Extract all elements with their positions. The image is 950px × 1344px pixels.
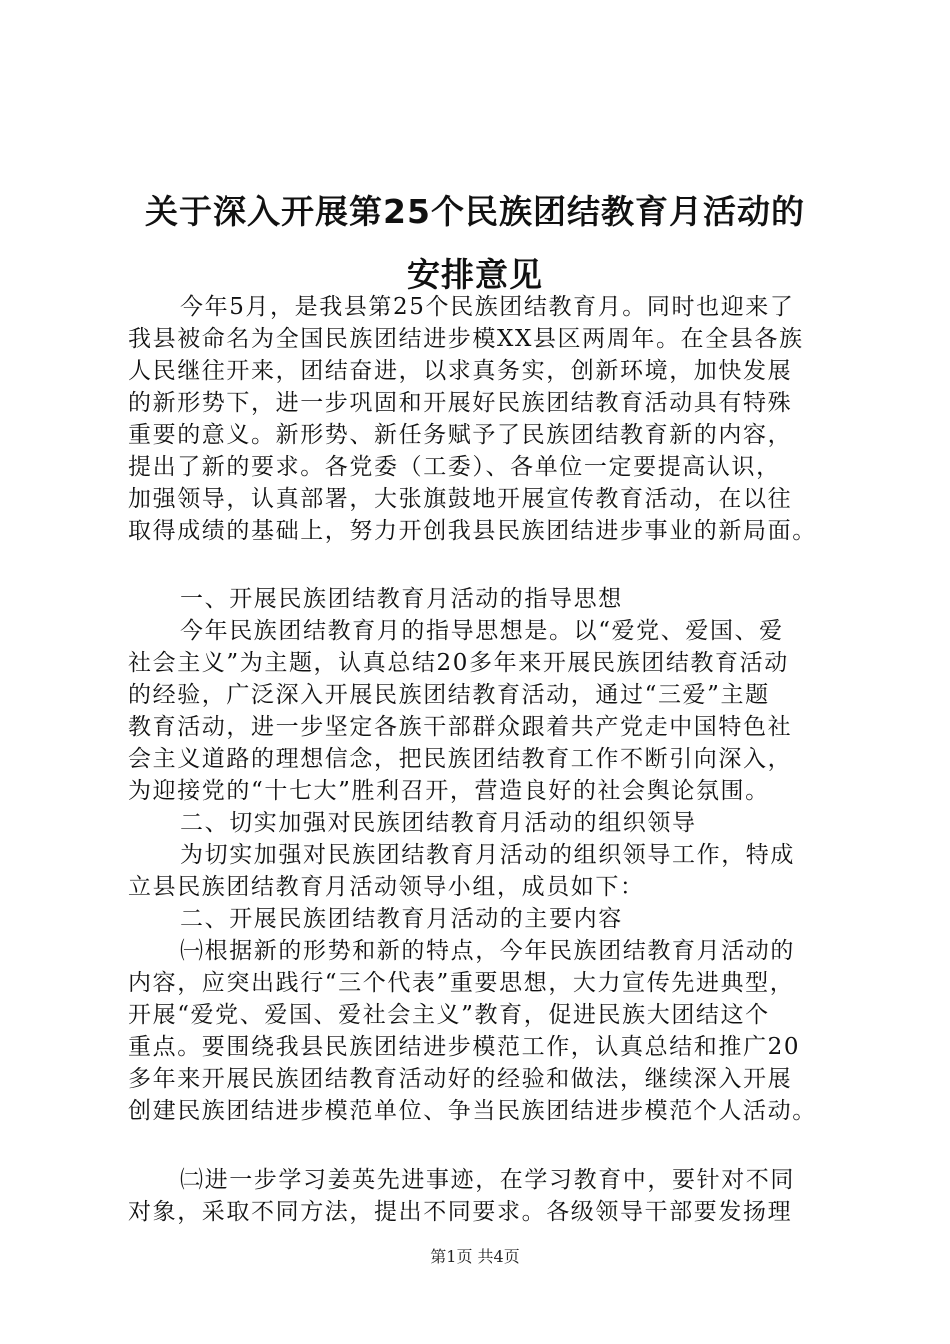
paragraph-line: 为迎接党的“十七大”胜利召开，营造良好的社会舆论氛围。 — [128, 778, 770, 804]
paragraph-line: 加强领导，认真部署，大张旗鼓地开展宣传教育活动，在以往 — [128, 486, 793, 512]
paragraph-line: 多年来开展民族团结教育活动好的经验和做法，继续深入开展 — [128, 1066, 793, 1092]
paragraph-line: 的新形势下，进一步巩固和开展好民族团结教育活动具有特殊 — [128, 390, 793, 416]
section-heading: 二、开展民族团结教育月活动的主要内容 — [180, 906, 623, 932]
paragraph-line: ㈡进一步学习姜英先进事迹，在学习教育中，要针对不同 — [180, 1167, 795, 1193]
paragraph-line: 教育活动，进一步坚定各族干部群众跟着共产党走中国特色社 — [128, 714, 793, 740]
paragraph-line: 重要的意义。新形势、新任务赋予了民族团结教育新的内容， — [128, 422, 793, 448]
paragraph-line: ㈠根据新的形势和新的特点，今年民族团结教育月活动的 — [180, 938, 795, 964]
paragraph-line: 立县民族团结教育月活动领导小组，成员如下： — [128, 874, 645, 900]
section-heading: 二、切实加强对民族团结教育月活动的组织领导 — [180, 810, 697, 836]
paragraph-line: 创建民族团结进步模范单位、争当民族团结进步模范个人活动。 — [128, 1098, 817, 1124]
paragraph-line: 取得成绩的基础上，努力开创我县民族团结进步事业的新局面。 — [128, 518, 817, 544]
section-heading: 一、开展民族团结教育月活动的指导思想 — [180, 586, 623, 612]
document-body — [128, 291, 850, 1228]
document-title-line-2: 安排意见 — [407, 255, 543, 294]
paragraph-line: 今年5月，是我县第25个民族团结教育月。同时也迎来了 — [180, 294, 795, 320]
paragraph-line: 人民继往开来，团结奋进，以求真务实，创新环境，加快发展 — [128, 358, 793, 384]
paragraph-gap — [128, 1127, 850, 1164]
paragraph-gap — [128, 547, 850, 583]
paragraph-line: 对象，采取不同方法，提出不同要求。各级领导干部要发扬理 — [128, 1199, 793, 1225]
paragraph-line: 为切实加强对民族团结教育月活动的组织领导工作，特成 — [180, 842, 795, 868]
paragraph-line: 会主义道路的理想信念，把民族团结教育工作不断引向深入， — [128, 746, 793, 772]
paragraph-line: 提出了新的要求。各党委（工委）、各单位一定要提高认识， — [128, 454, 781, 480]
paragraph-line: 开展“爱党、爱国、爱社会主义”教育，促进民族大团结这个 — [128, 1002, 770, 1028]
paragraph-line: 重点。要围绕我县民族团结进步模范工作，认真总结和推广20 — [128, 1034, 801, 1060]
paragraph-line: 我县被命名为全国民族团结进步模XX县区两周年。在全县各族 — [128, 326, 804, 352]
document-title-line-1: 关于深入开展第25个民族团结教育月活动的 — [145, 192, 805, 231]
paragraph-line: 今年民族团结教育月的指导思想是。以“爱党、爱国、爱 — [180, 618, 784, 644]
paragraph-line: 内容，应突出践行“三个代表”重要思想，大力宣传先进典型， — [128, 970, 795, 996]
paragraph-line: 的经验，广泛深入开展民族团结教育活动，通过“三爱”主题 — [128, 682, 770, 708]
paragraph-line: 社会主义”为主题，认真总结20多年来开展民族团结教育活动 — [128, 650, 789, 676]
page-footer: 第1页 共4页 — [430, 1247, 520, 1266]
